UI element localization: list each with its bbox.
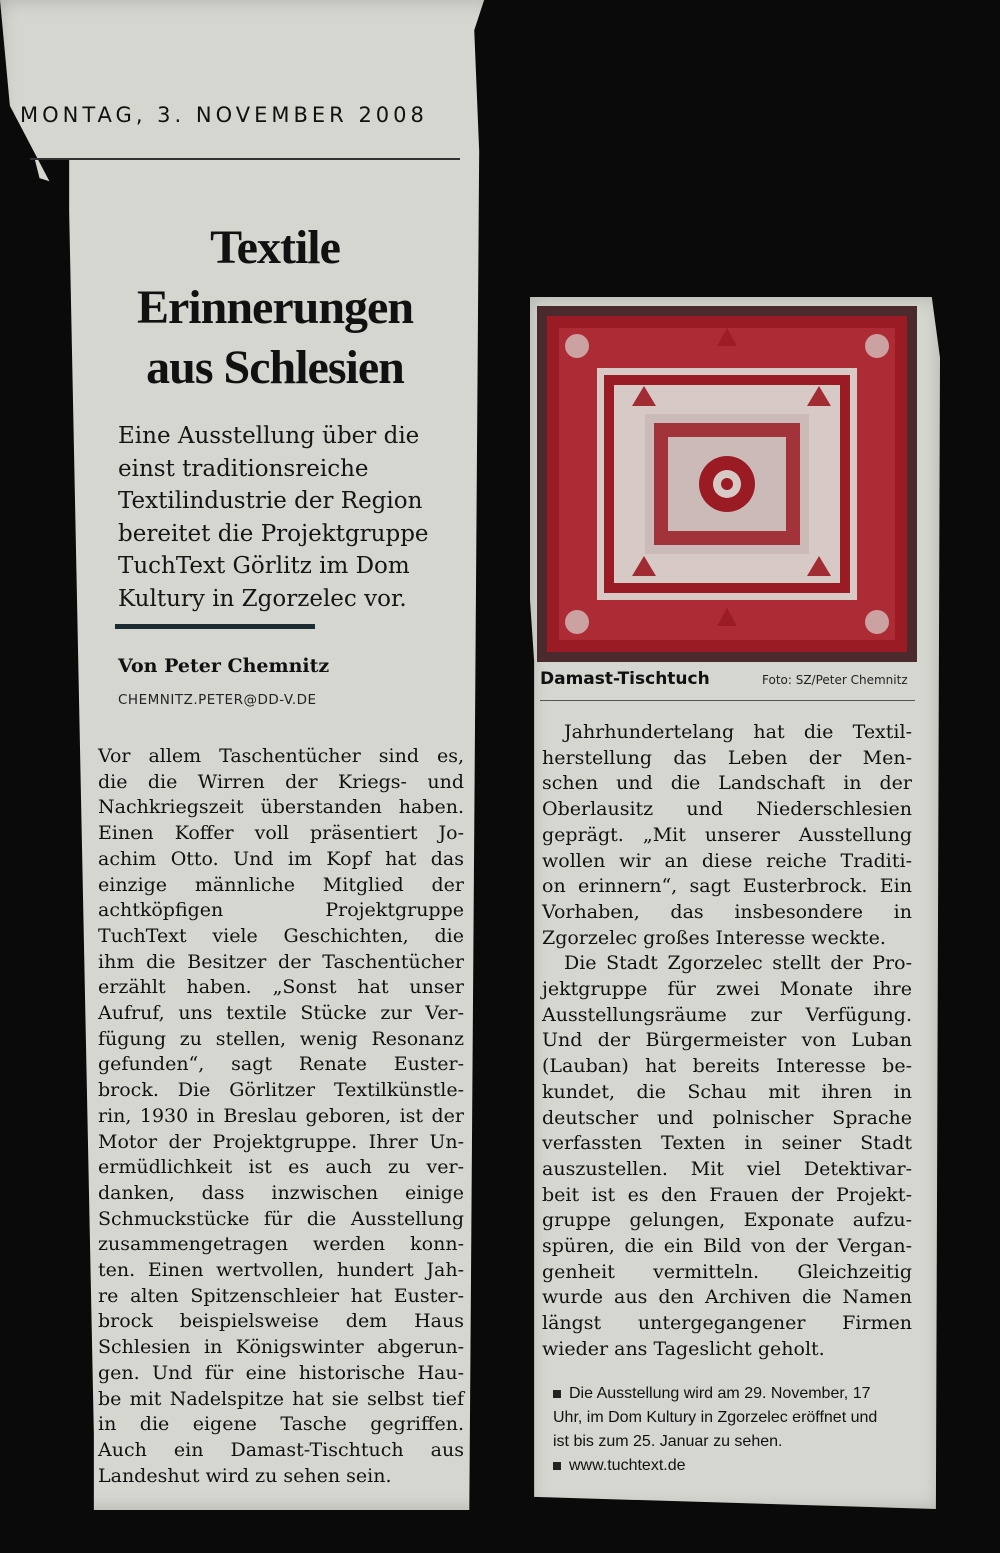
body-line: gefunden“, sagt Renate Euster- <box>98 1053 464 1076</box>
body-line: Vor allem Taschentücher sind es, <box>98 745 464 767</box>
body-line: on erinnern“, sagt Eusterbrock. Ein <box>542 875 912 898</box>
byline-author: Von Peter Chemnitz <box>118 655 330 677</box>
body-line: Schmuckstücke für die Ausstellung <box>98 1207 464 1230</box>
body-line: Zgorzelec großes Interesse weckte. <box>542 926 886 949</box>
standfirst-line: Textilindustrie der Region <box>118 488 423 514</box>
body-line: Aufruf, uns textile Stücke zur Ver- <box>98 1002 464 1025</box>
body-line: danken, dass inzwischen einige <box>98 1181 464 1204</box>
body-line: Ausstellungsräume zur Verfügung. <box>542 1003 912 1026</box>
headline-line: aus Schlesien <box>146 341 404 394</box>
body-line: Und der Bürgermeister von Luban <box>542 1029 912 1052</box>
standfirst-line: Eine Ausstellung über die <box>118 423 420 449</box>
body-line: achim Otto. Und im Kopf hat das <box>98 847 464 870</box>
damask-pattern-image <box>537 306 917 662</box>
body-line: in die eigene Tasche gegriffen. <box>98 1413 464 1436</box>
byline-email: CHEMNITZ.PETER@DD-V.DE <box>118 692 317 708</box>
standfirst <box>118 420 458 615</box>
body-line: zusammengetragen werden konn- <box>98 1233 464 1256</box>
tablecloth-photo <box>537 306 917 662</box>
body-line: genheit vermitteln. Gleichzeitig <box>542 1260 912 1283</box>
body-line: die die Wirren der Kriegs- und <box>98 770 464 793</box>
body-line: Die Stadt Zgorzelec stellt der Pro- <box>564 952 912 975</box>
body-line: spüren, die ein Bild von der Vergan- <box>542 1235 912 1258</box>
body-line: ten. Einen wertvollen, hundert Jah- <box>98 1259 464 1282</box>
body-line: einzige männliche Mitglied der <box>98 873 464 896</box>
body-line: achtköpfigen Projektgruppe <box>98 899 464 922</box>
headline <box>95 218 455 398</box>
body-line: längst untergegangener Firmen <box>542 1312 912 1335</box>
body-line: Landeshut wird zu sehen sein. <box>98 1464 392 1487</box>
body-line: jektgruppe für zwei Monate ihre <box>542 978 912 1001</box>
body-line: Oberlausitz und Niederschlesien <box>542 798 912 821</box>
body-line: beit ist es den Frauen der Projekt- <box>542 1183 912 1206</box>
note-line: ist bis zum 25. Januar zu sehen. <box>553 1433 783 1450</box>
body-line: geprägt. „Mit unserer Ausstellung <box>542 823 912 846</box>
website-link[interactable]: www.tuchtext.de <box>569 1457 686 1474</box>
accent-rule <box>115 624 315 629</box>
body-line: Schlesien in Königswinter abgerun- <box>98 1336 464 1359</box>
body-line: Nachkriegszeit überstanden haben. <box>98 796 464 819</box>
standfirst-line: bereitet die Projektgruppe <box>118 520 429 547</box>
body-line: wollen wir an diese reiche Traditi- <box>542 849 912 872</box>
info-note <box>553 1382 908 1478</box>
article-body-right <box>542 720 912 1363</box>
body-line: deutscher und polnischer Sprache <box>542 1106 912 1129</box>
dateline: MONTAG, 3. NOVEMBER 2008 <box>20 103 428 127</box>
body-line: gen. Und für eine historische Hau- <box>98 1361 464 1384</box>
body-line: kundet, die Schau mit ihren in <box>542 1080 912 1103</box>
dateline-rule <box>30 158 460 160</box>
body-line: Auch ein Damast-Tischtuch aus <box>98 1438 464 1461</box>
body-line: schen und die Landschaft in der <box>542 772 912 795</box>
body-line: ihm die Besitzer der Taschentücher <box>98 950 464 973</box>
body-line: Vorhaben, das insbesondere in <box>542 900 912 923</box>
standfirst-line: TuchText Görlitz im Dom <box>118 553 410 579</box>
headline-line: Textile <box>210 221 340 274</box>
body-line: auszustellen. Mit viel Detektivar- <box>542 1157 912 1180</box>
body-line: TuchText viele Geschichten, die <box>98 924 464 947</box>
standfirst-line: einst traditionsreiche <box>118 455 369 482</box>
body-line: wurde aus den Archiven die Namen <box>542 1286 912 1309</box>
body-line: rin, 1930 in Breslau geboren, ist der <box>98 1104 464 1127</box>
note-line: Uhr, im Dom Kultury in Zgorzelec eröffnet und <box>553 1409 878 1426</box>
body-line: wieder ans Tageslicht geholt. <box>542 1337 825 1360</box>
body-line: Motor der Projektgruppe. Ihrer Un- <box>98 1130 464 1153</box>
standfirst-line: Kultury in Zgorzelec vor. <box>118 585 407 612</box>
photo-caption: Damast-Tischtuch <box>540 669 710 689</box>
body-line: verfassten Texten in seiner Stadt <box>542 1132 912 1155</box>
body-line: erzählt haben. „Sonst hat unser <box>98 976 464 999</box>
body-line: be mit Nadelspitze hat sie selbst tief <box>98 1387 464 1410</box>
body-line: re alten Spitzenschleier hat Euster- <box>98 1284 464 1307</box>
body-line: fügung zu stellen, wenig Resonanz <box>98 1027 464 1050</box>
article-body-left <box>98 744 464 1489</box>
body-line: (Lauban) hat bereits Interesse be- <box>542 1055 912 1078</box>
body-line: brock beispielsweise dem Haus <box>98 1310 464 1333</box>
note-line: Die Ausstellung wird am 29. November, 17 <box>553 1382 908 1406</box>
body-line: Einen Koffer voll präsentiert Jo- <box>98 822 464 845</box>
body-line: brock. Die Görlitzer Textilkünstle- <box>98 1079 464 1102</box>
bullet-icon <box>553 1390 561 1398</box>
caption-rule <box>540 700 915 701</box>
body-line: herstellung das Leben der Men- <box>542 746 912 769</box>
note-line <box>553 1454 908 1478</box>
headline-line: Erinnerungen <box>136 281 414 334</box>
photo-credit: Foto: SZ/Peter Chemnitz <box>762 673 908 687</box>
body-line: gruppe gelungen, Exponate aufzu- <box>542 1209 912 1232</box>
body-line: ermüdlichkeit ist es auch zu ver- <box>98 1156 464 1179</box>
body-line: Jahrhundertelang hat die Textil- <box>564 721 912 743</box>
bullet-icon <box>553 1462 561 1470</box>
